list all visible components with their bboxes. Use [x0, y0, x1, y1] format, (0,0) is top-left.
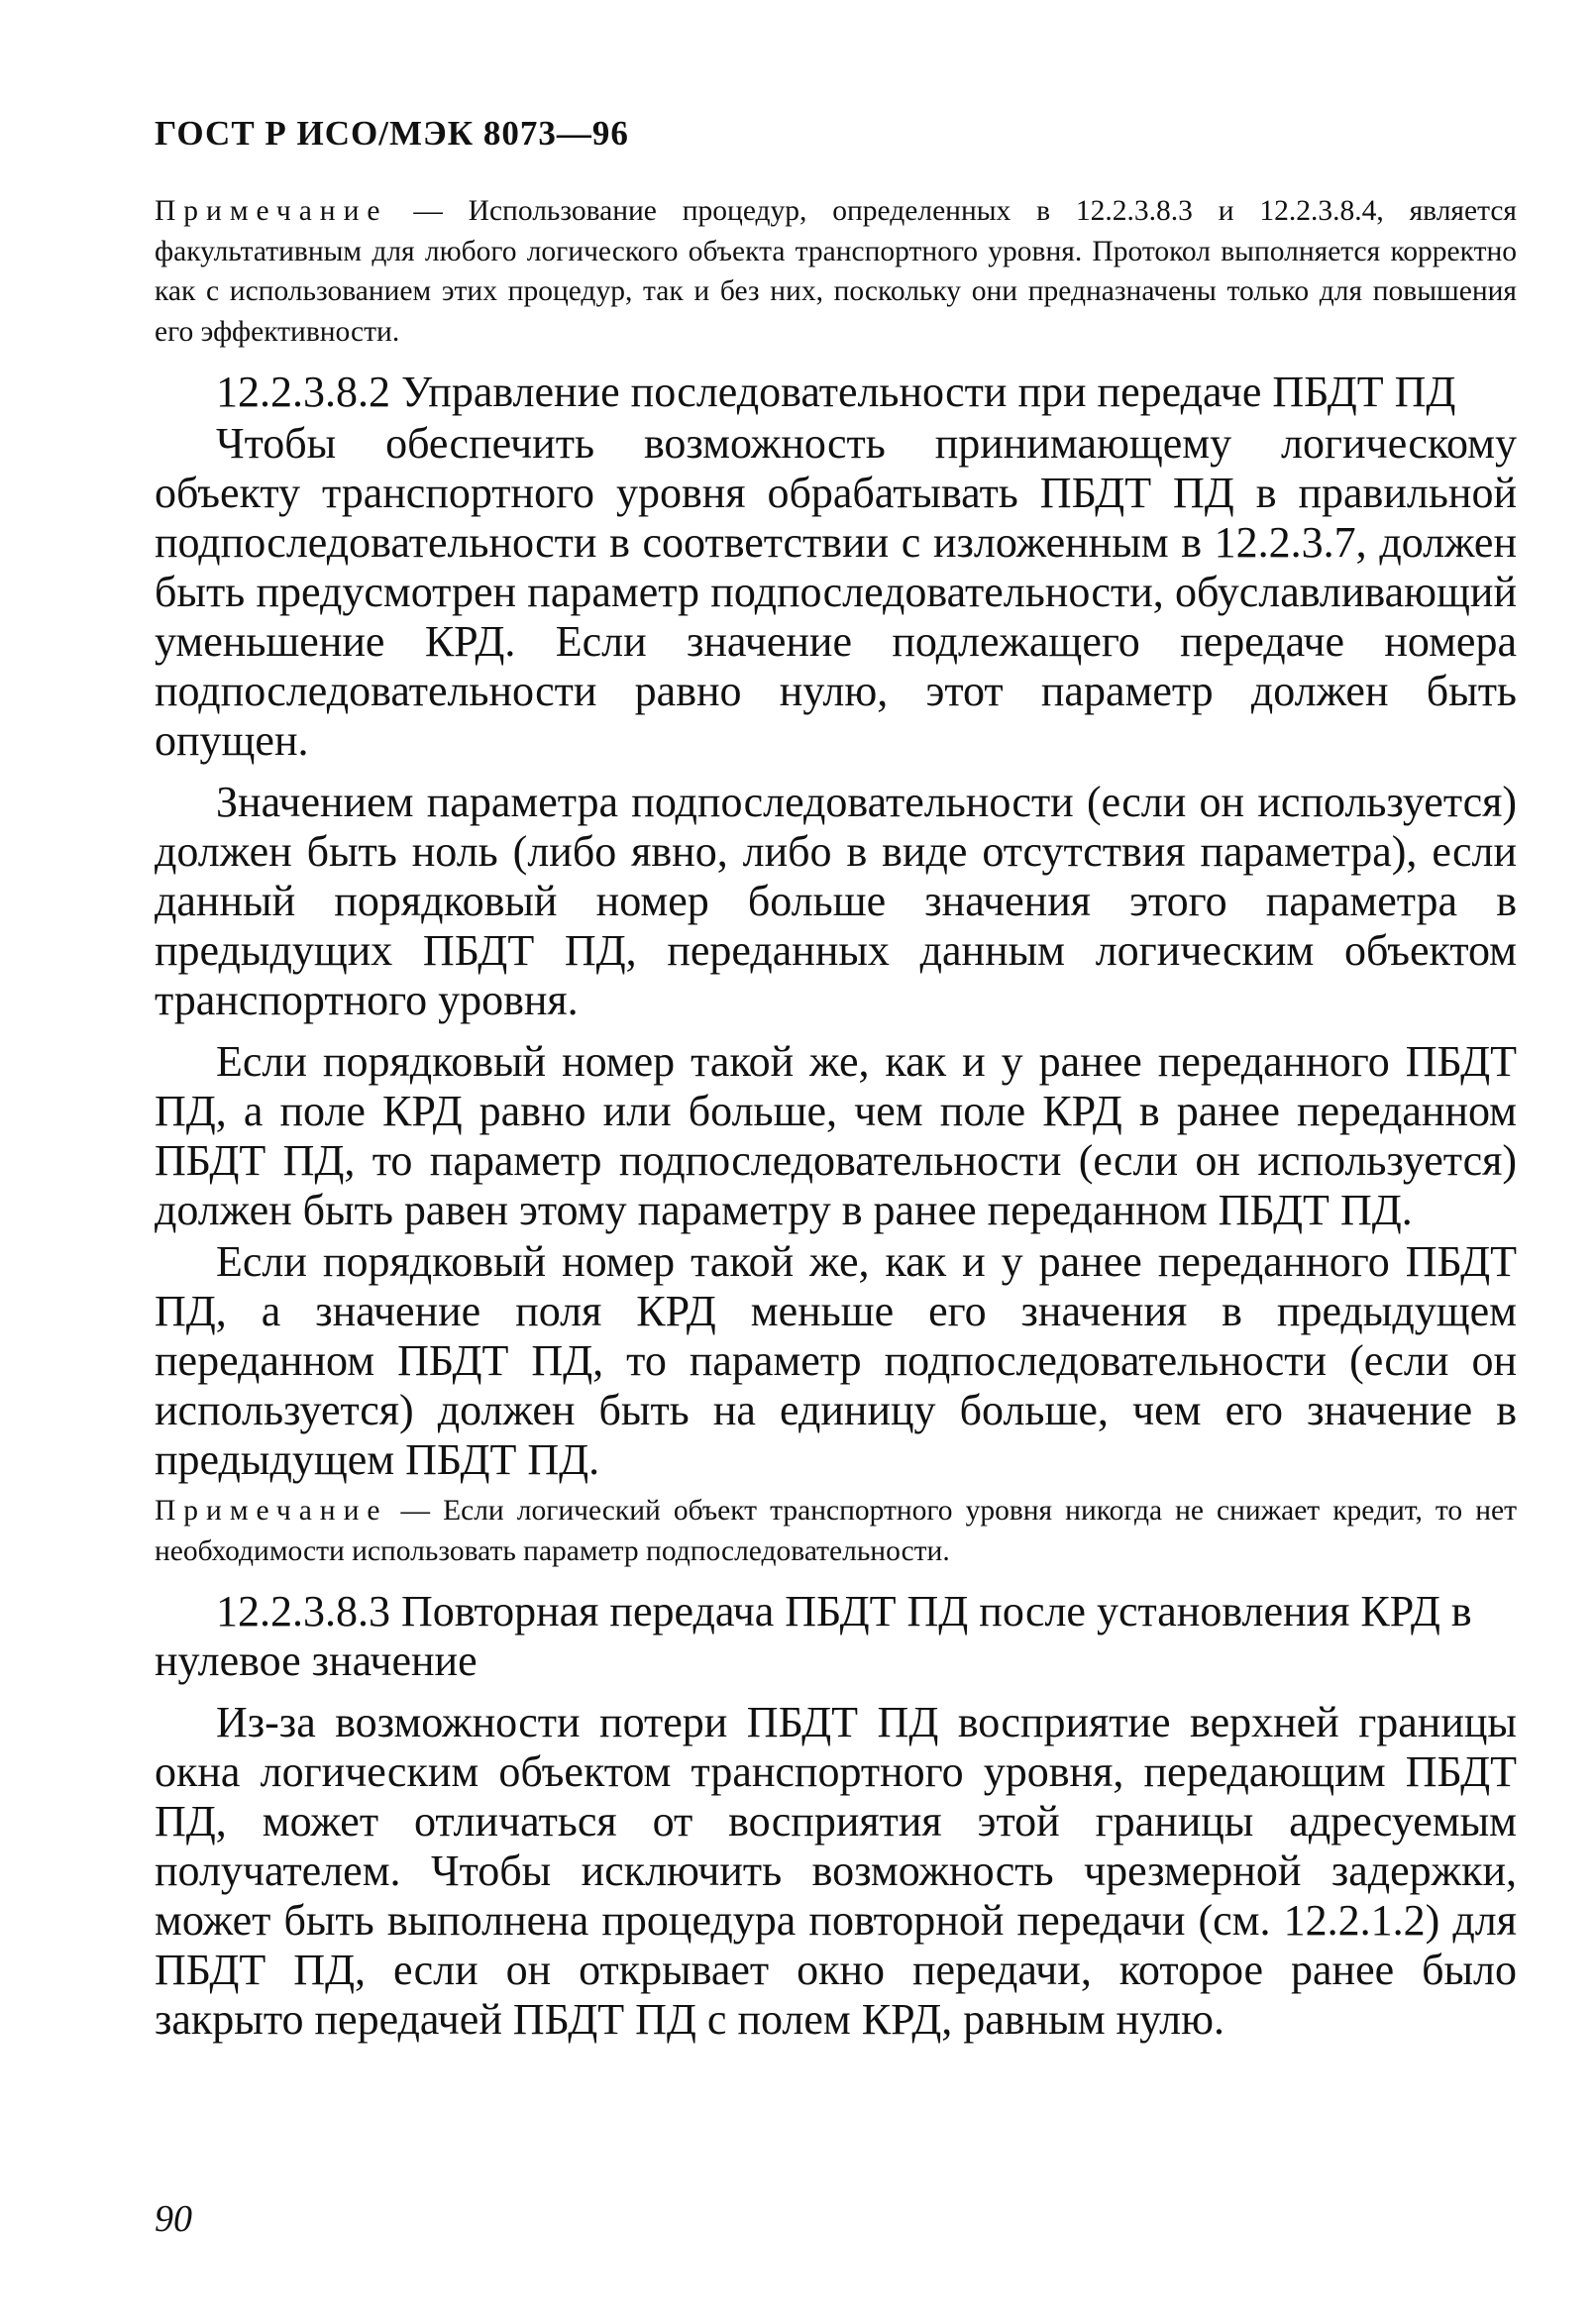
note-1-text: — Использование процедур, определенных в 12.2.3.8.3 и 12.2.3.8.4, является факультативным для любого логического объекта транспортного уровня. Протокол выполняется корректно как с использованием этих процедур, так и без них, поскольку они предназначены только для повышения его эффективности.	[155, 195, 1518, 348]
note-2-text: — Если логический объект транспортного уровня никогда не снижает кредит, то нет необходимости использовать параметр подпоследовательности.	[155, 1495, 1517, 1567]
document-header: ГОСТ Р ИСО/МЭК 8073—96	[155, 114, 629, 153]
paragraph: Из-за возможности потери ПБДТ ПД восприятие верхней границы окна логическим объектом транспортного уровня, передающим ПБДТ ПД, может отличаться от восприятия этой границы адресуемым получателем. Чтобы исключить возможность чрезмерной задержки, может быть выполнена процедура повторной передачи (см. 12.2.1.2) для ПБДТ ПД, если он открывает окно передачи, которое ранее было закрыто передачей ПБДТ ПД с полем КРД, равным нулю.	[155, 1698, 1517, 2044]
note-2-label: Примечание	[155, 1495, 388, 1527]
section-heading-12-2-3-8-3: 12.2.3.8.3 Повторная передача ПБДТ ПД после установления КРД в нулевое значение	[155, 1587, 1472, 1685]
note-1-label: Примечание	[155, 195, 388, 227]
section-heading-12-2-3-8-2: 12.2.3.8.2 Управление последовательности при передаче ПБДТ ПД	[216, 368, 1456, 416]
document-page	[155, 114, 1517, 2045]
note-2	[155, 1491, 1517, 1571]
note-1	[155, 191, 1517, 352]
paragraph: Если порядковый номер такой же, как и у ранее переданного ПБДТ ПД, а значение поля КРД меньше его значения в предыдущем переданном ПБДТ ПД, то параметр подпоследовательности (если он используется) должен быть на единицу больше, чем его значение в предыдущем ПБДТ ПД.	[155, 1237, 1517, 1484]
paragraph: Чтобы обеспечить возможность принимающему логическому объекту транспортного уровня обрабатывать ПБДТ ПД в правильной подпоследовательности в соответствии с изложенным в 12.2.3.7, должен быть предусмотрен параметр подпоследовательности, обуславливающий уменьшение КРД. Если значение подлежащего передаче номера подпоследовательности равно нулю, этот параметр должен быть опущен.	[155, 419, 1517, 765]
page-number: 90	[155, 2198, 192, 2240]
paragraph: Значением параметра подпоследовательности (если он используется) должен быть ноль (либо явно, либо в виде отсутствия параметра), если данный порядковый номер больше значения этого параметра в предыдущих ПБДТ ПД, переданных данным логическим объектом транспортного уровня.	[155, 778, 1517, 1024]
paragraph: Если порядковый номер такой же, как и у ранее переданного ПБДТ ПД, а поле КРД равно или больше, чем поле КРД в ранее переданном ПБДТ ПД, то параметр подпоследовательности (если он используется) должен быть равен этому параметру в ранее переданном ПБДТ ПД.	[155, 1037, 1517, 1234]
